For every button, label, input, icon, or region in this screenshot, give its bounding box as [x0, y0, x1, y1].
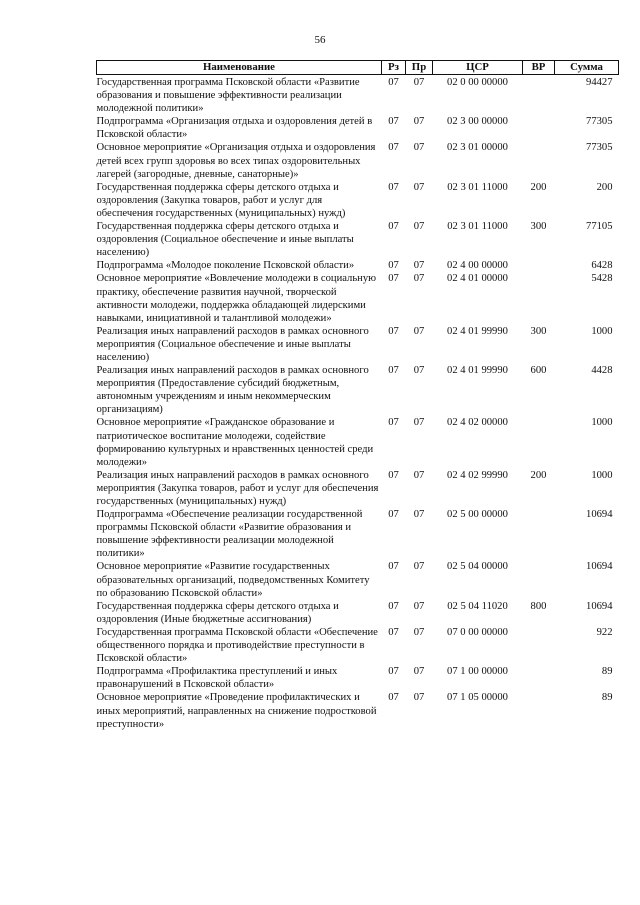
row-sum: 6428: [591, 260, 613, 272]
table-body: [97, 75, 619, 731]
table-row: [97, 220, 619, 259]
row-name: Реализация иных направлений расходов в рамках основного мероприятия (Закупка товаров, работ и услуг для обеспечения государственных (муниципальных) нужд): [96, 469, 379, 507]
table-row: [97, 115, 619, 141]
row-rz: 07: [388, 626, 399, 638]
row-pr: 07: [413, 626, 425, 638]
row-rz: 07: [388, 116, 399, 128]
row-csr: 02 4 01 99990: [447, 325, 508, 337]
row-vr: [523, 115, 555, 141]
row-csr: 02 5 00 00000: [447, 509, 508, 521]
table-row: [97, 600, 619, 626]
row-pr: 07: [413, 509, 425, 521]
row-sum: 10694: [586, 509, 613, 521]
row-csr: 02 3 01 11000: [447, 221, 508, 233]
row-csr: 02 4 02 00000: [447, 417, 508, 429]
row-sum: 89: [601, 666, 613, 678]
table-row: [97, 259, 619, 272]
row-name: Подпрограмма «Обеспечение реализации государственной программы Псковской области «Развитие образования и повышение эффективности реализации молодежной политики»: [96, 509, 363, 560]
table-row: [97, 626, 619, 665]
row-rz: 07: [388, 181, 399, 193]
row-csr: 02 0 00 00000: [447, 77, 508, 88]
row-name: Государственная поддержка сферы детского отдыха и оздоровления (Социальное обеспечение и иные выплаты населению): [96, 221, 354, 259]
header-name: Наименование: [97, 61, 382, 75]
row-sum: 10694: [586, 600, 613, 612]
row-vr: [523, 272, 555, 324]
row-vr: 200: [530, 469, 547, 481]
table-row: [97, 75, 619, 116]
row-csr: 02 3 01 11000: [447, 181, 508, 193]
row-sum: 94427: [586, 77, 613, 88]
table-row: [97, 181, 619, 220]
row-rz: 07: [388, 666, 399, 678]
row-rz: 07: [388, 417, 399, 429]
row-rz: 07: [388, 365, 399, 377]
row-csr: 02 5 04 00000: [447, 561, 508, 573]
row-pr: 07: [413, 325, 425, 337]
row-sum: 1000: [591, 469, 613, 481]
row-sum: 922: [596, 626, 613, 638]
table-row: [97, 416, 619, 468]
row-rz: 07: [388, 325, 399, 337]
row-rz: 07: [388, 260, 399, 272]
header-rz: Рз: [382, 61, 406, 75]
row-rz: 07: [388, 221, 399, 233]
row-sum: 1000: [591, 417, 613, 429]
row-rz: 07: [388, 273, 399, 285]
row-pr: 07: [413, 142, 425, 154]
table-row: [97, 508, 619, 560]
table-row: [97, 272, 619, 324]
row-vr: [523, 691, 555, 730]
row-name: Основное мероприятие «Вовлечение молодежи в социальную практику, обеспечение развития научной, творческой активности молодежи, поддержка обладающей лидерскими навыками, инициативной и талантливой молодежи»: [96, 273, 377, 324]
row-pr: 07: [413, 365, 425, 377]
row-name: Реализация иных направлений расходов в рамках основного мероприятия (Предоставление субсидий бюджетным, автономным учреждениям и иным некоммерческим организациям): [96, 365, 369, 416]
row-vr: [523, 141, 555, 180]
table-row: [97, 141, 619, 180]
row-sum: 77105: [586, 221, 613, 233]
table-row: [97, 364, 619, 416]
row-pr: 07: [413, 469, 425, 481]
table-row: [97, 469, 619, 508]
row-vr: 300: [530, 221, 547, 233]
row-csr: 02 4 00 00000: [447, 260, 508, 272]
row-name: Основное мероприятие «Гражданское образование и патриотическое воспитание молодежи, содействие формированию культурных и нравственных ценностей среди молодежи»: [96, 417, 374, 468]
row-csr: 07 0 00 00000: [447, 626, 508, 638]
row-vr: [523, 75, 555, 116]
row-pr: 07: [413, 273, 425, 285]
row-sum: 89: [601, 692, 613, 704]
row-pr: 07: [413, 260, 425, 272]
budget-table-container: [96, 60, 618, 731]
row-vr: [523, 626, 555, 665]
row-name: Основное мероприятие «Проведение профилактических и иных мероприятий, направленных на снижение подростковой преступности»: [96, 692, 377, 730]
row-csr: 02 5 04 11020: [447, 600, 508, 612]
table-row: [97, 560, 619, 599]
row-pr: 07: [413, 181, 425, 193]
row-pr: 07: [413, 417, 425, 429]
row-vr: 600: [530, 365, 547, 377]
row-sum: 200: [596, 181, 613, 193]
row-pr: 07: [413, 561, 425, 573]
row-rz: 07: [388, 600, 399, 612]
row-name: Государственная поддержка сферы детского отдыха и оздоровления (Иные бюджетные ассигнования): [96, 600, 339, 625]
row-vr: 800: [530, 600, 547, 612]
row-name: Реализация иных направлений расходов в рамках основного мероприятия (Социальное обеспечение и иные выплаты населению): [96, 325, 369, 363]
budget-table: [96, 60, 619, 731]
row-vr: [523, 259, 555, 272]
row-sum: 1000: [591, 325, 613, 337]
row-vr: [523, 665, 555, 691]
row-pr: 07: [413, 221, 425, 233]
row-sum: 77305: [586, 142, 613, 154]
row-name: Подпрограмма «Молодое поколение Псковской области»: [96, 260, 355, 272]
table-row: [97, 691, 619, 730]
row-csr: 07 1 05 00000: [447, 692, 508, 704]
row-name: Основное мероприятие «Развитие государственных образовательных организаций, подведомственных Комитету по образованию Псковской области»: [96, 561, 370, 599]
header-sum: Сумма: [555, 61, 619, 75]
row-csr: 02 4 02 99990: [447, 469, 508, 481]
row-csr: 02 3 01 00000: [447, 142, 508, 154]
row-rz: 07: [388, 469, 399, 481]
row-rz: 07: [388, 77, 399, 88]
row-csr: 02 4 01 99990: [447, 365, 508, 377]
row-pr: 07: [413, 116, 425, 128]
row-name: Государственная поддержка сферы детского отдыха и оздоровления (Закупка товаров, работ и услуг для обеспечения государственных (муниципальных) нужд): [96, 181, 346, 219]
row-pr: 07: [413, 666, 425, 678]
table-row: [97, 665, 619, 691]
row-rz: 07: [388, 142, 399, 154]
row-name: Государственная программа Псковской области «Развитие образования и повышение эффективности реализации молодежной политики»: [96, 77, 360, 115]
table-header-row: [97, 61, 619, 75]
row-rz: 07: [388, 509, 399, 521]
row-rz: 07: [388, 692, 399, 704]
row-sum: 10694: [586, 561, 613, 573]
row-vr: [523, 416, 555, 468]
header-vr: ВР: [523, 61, 555, 75]
row-pr: 07: [413, 600, 425, 612]
row-name: Государственная программа Псковской области «Обеспечение общественного порядка и противодействие преступности в Псковской области»: [96, 626, 378, 665]
row-rz: 07: [388, 561, 399, 573]
table-row: [97, 325, 619, 364]
row-csr: 02 3 00 00000: [447, 116, 508, 128]
row-pr: 07: [413, 77, 425, 88]
row-name: Подпрограмма «Профилактика преступлений и иных правонарушений в Псковской области»: [96, 666, 338, 691]
row-sum: 4428: [591, 365, 613, 377]
row-sum: 5428: [591, 273, 613, 285]
row-vr: [523, 560, 555, 599]
header-csr: ЦСР: [433, 61, 523, 75]
row-pr: 07: [413, 692, 425, 704]
row-sum: 77305: [586, 116, 613, 128]
row-vr: [523, 508, 555, 560]
row-vr: 300: [530, 325, 547, 337]
row-csr: 07 1 00 00000: [447, 666, 508, 678]
header-pr: Пр: [406, 61, 433, 75]
row-vr: 200: [530, 181, 547, 193]
row-name: Подпрограмма «Организация отдыха и оздоровления детей в Псковской области»: [96, 116, 373, 141]
row-name: Основное мероприятие «Организация отдыха и оздоровления детей всех групп здоровья во всех типах оздоровительных лагерей (загородные, дневные, санаторные)»: [96, 142, 376, 180]
row-csr: 02 4 01 00000: [447, 273, 508, 285]
page-number: 56: [314, 34, 326, 46]
